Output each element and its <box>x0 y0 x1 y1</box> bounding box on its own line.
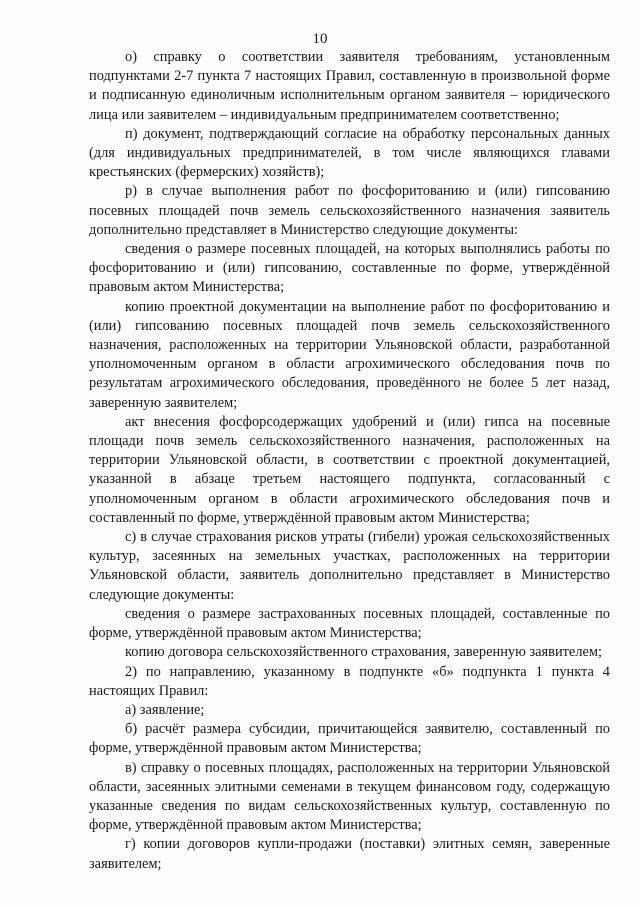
paragraph-project-docs-copy: копию проектной документации на выполнение работ по фосфоритованию и (или) гипсованию посевных площадей почв земель сельскохозяйственного назначения, расположенных на территории Ульяновской области, разработанной уполномоченным органом в области агрохимического обследования почв по результатам агрохимического обследования, проведённого не более 5 лет назад, заверенную заявителем; <box>89 298 610 411</box>
page-number: 10 <box>312 31 328 47</box>
paragraph-item-a: а) заявление; <box>125 701 205 718</box>
paragraph-item-o: о) справку о соответствии заявителя требованиям, установленным подпунктами 2-7 пункта 7 настоящих Правил, составленную в произвольной форме и подписанную единоличным исполнительным органом заявителя – юридического лица или заявителем – индивидуальным предпринимателем соответственно; <box>89 49 610 123</box>
paragraph-item-b: б) расчёт размера субсидии, причитающейся заявителю, составленный по форме, утверждённой правовым актом Министерства; <box>89 721 610 757</box>
paragraph-insurance-contract-copy: копию договора сельскохозяйственного страхования, заверенную заявителем; <box>125 644 602 661</box>
paragraph-item-r: р) в случае выполнения работ по фосфоритованию и (или) гипсованию посевных площадей почв земель сельскохозяйственного назначения заявитель дополнительно представляет в Министерство следующие документы: <box>89 183 610 238</box>
paragraph-item-p: п) документ, подтверждающий согласие на обработку персональных данных (для индивидуальных предпринимателей, в том числе являющихся главами крестьянских (фермерских) хозяйств); <box>89 125 610 181</box>
paragraph-direction-2: 2) по направлению, указанному в подпункте «б» подпункта 1 пункта 4 настоящих Правил: <box>89 663 610 699</box>
paragraph-item-s: с) в случае страхования рисков утраты (гибели) урожая сельскохозяйственных культур, засеянных на земельных участках, расположенных на территории Ульяновской области, заявитель дополнительно представляет в Министерство следующие документы: <box>89 529 610 603</box>
paragraph-item-v: в) справку о посевных площадях, расположенных на территории Ульяновской области, засеянных элитными семенами в текущем финансовом году, содержащую указанные сведения по видам сельскохозяйственных культур, составленную по форме, утверждённой правовым актом Министерства; <box>89 759 610 834</box>
paragraph-fertilizer-act: акт внесения фосфорсодержащих удобрений и (или) гипса на посевные площади почв земель сельскохозяйственного назначения, расположенных на территории Ульяновской области, в соответствии с проектной документацией, указанной в абзаце третьем настоящего подпункта, согласованный с уполномоченным органом в области агрохимического обследования почв и составленный по форме, утверждённой правовым актом Министерства; <box>89 413 610 526</box>
paragraph-sown-area-info: сведения о размере посевных площадей, на которых выполнялись работы по фосфоритованию и (или) гипсованию, составленные по форме, утверждённой правовым актом Министерства; <box>89 241 610 296</box>
paragraph-insured-area-info: сведения о размере застрахованных посевных площадей, составленные по форме, утверждённой правовым актом Министерства; <box>89 605 610 642</box>
paragraph-item-g: г) копии договоров купли-продажи (поставки) элитных семян, заверенные заявителем; <box>89 836 610 872</box>
document-body <box>89 48 610 874</box>
